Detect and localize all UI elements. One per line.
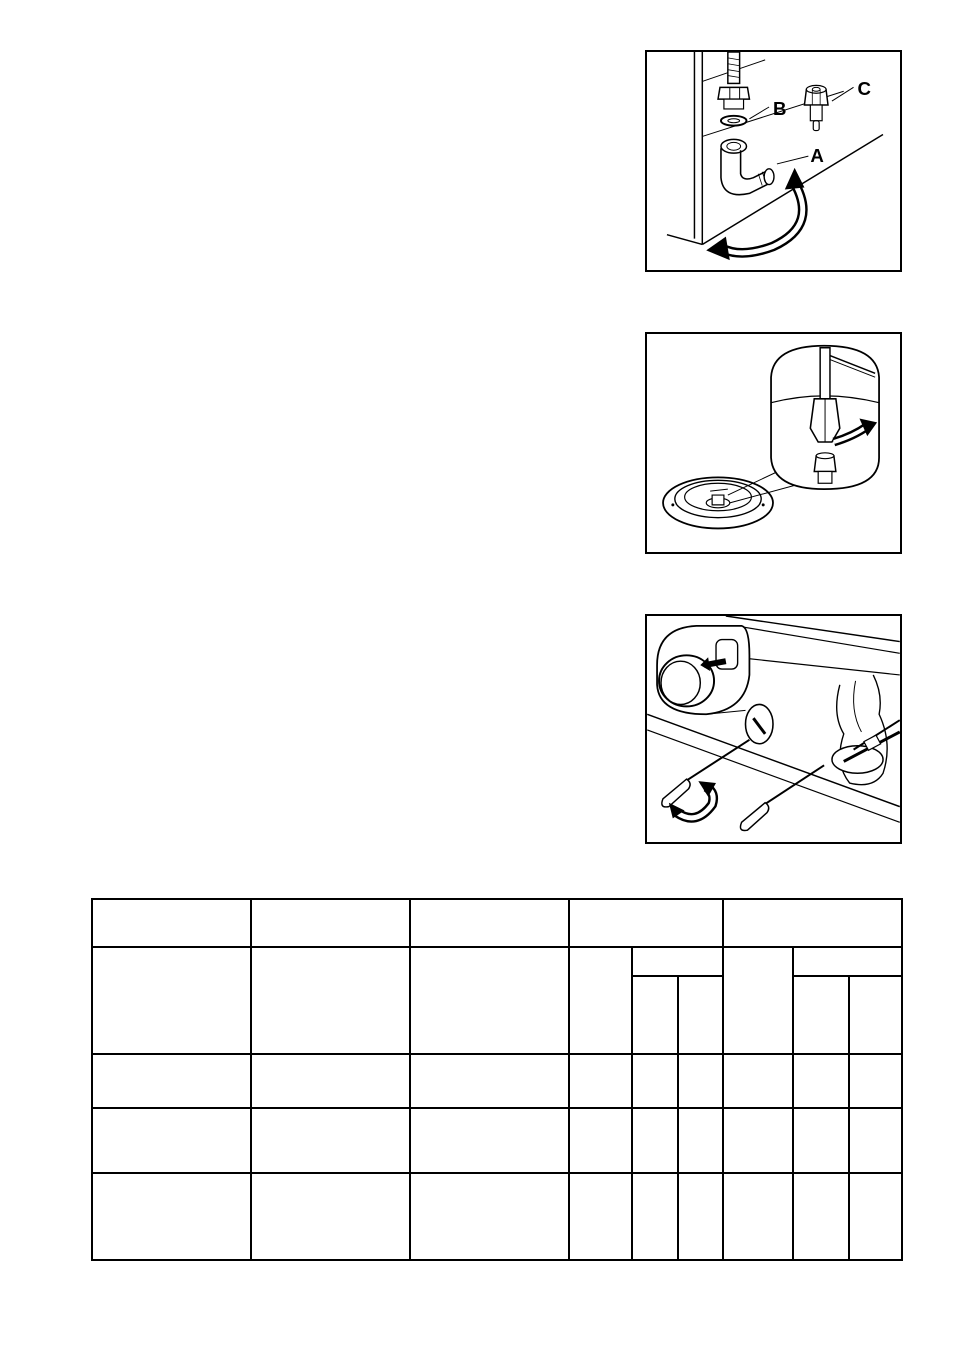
table-cell — [251, 1054, 410, 1108]
table-cell — [251, 947, 410, 1054]
tap-adjustment-figure — [645, 614, 902, 844]
table-cell — [723, 1108, 793, 1173]
injector-illustration — [647, 334, 900, 552]
table-cell — [569, 1054, 632, 1108]
table-cell — [678, 1173, 723, 1260]
table-cell — [849, 1108, 902, 1173]
table-row — [92, 1054, 902, 1108]
table-cell — [723, 1054, 793, 1108]
table-cell — [92, 1173, 251, 1260]
table-subheader-cell — [632, 947, 723, 976]
table-cell — [632, 1054, 678, 1108]
table-cell — [793, 1108, 849, 1173]
table-cell — [410, 1173, 569, 1260]
table-cell — [632, 1173, 678, 1260]
table-cell — [569, 1108, 632, 1173]
table-subheader-cell — [632, 976, 678, 1054]
table-cell — [678, 1054, 723, 1108]
table-cell — [569, 1173, 632, 1260]
table-subheader-cell — [793, 947, 902, 976]
gas-connection-illustration — [647, 52, 900, 270]
table-cell — [632, 1108, 678, 1173]
table-cell — [92, 947, 251, 1054]
table-cell — [251, 1108, 410, 1173]
table-row — [92, 947, 902, 976]
table-cell — [92, 1054, 251, 1108]
table-cell — [569, 947, 632, 1054]
table-cell — [723, 947, 793, 1054]
table-row — [92, 1173, 902, 1260]
table-cell — [410, 1108, 569, 1173]
table-subheader-cell — [678, 976, 723, 1054]
part-label-a: A — [810, 144, 824, 166]
table-cell — [849, 1173, 902, 1260]
gas-data-table — [91, 898, 903, 1261]
table-cell — [678, 1108, 723, 1173]
table-cell — [410, 947, 569, 1054]
injector-figure — [645, 332, 902, 554]
table-cell — [410, 1054, 569, 1108]
table-subheader-cell — [849, 976, 902, 1054]
tap-adjustment-illustration — [647, 616, 900, 842]
table-row — [92, 1108, 902, 1173]
table-header-cell — [569, 899, 723, 947]
table-header-cell — [251, 899, 410, 947]
table-header-cell — [723, 899, 902, 947]
gas-connection-figure — [645, 50, 902, 272]
part-label-b: B — [773, 97, 787, 119]
table-cell — [793, 1173, 849, 1260]
table-cell — [793, 1054, 849, 1108]
table-subheader-cell — [793, 976, 849, 1054]
table-header-cell — [410, 899, 569, 947]
part-label-c: C — [857, 78, 871, 100]
table-row — [92, 899, 902, 947]
table-cell — [723, 1173, 793, 1260]
table-cell — [92, 1108, 251, 1173]
table-cell — [849, 1054, 902, 1108]
table-cell — [251, 1173, 410, 1260]
table-header-cell — [92, 899, 251, 947]
